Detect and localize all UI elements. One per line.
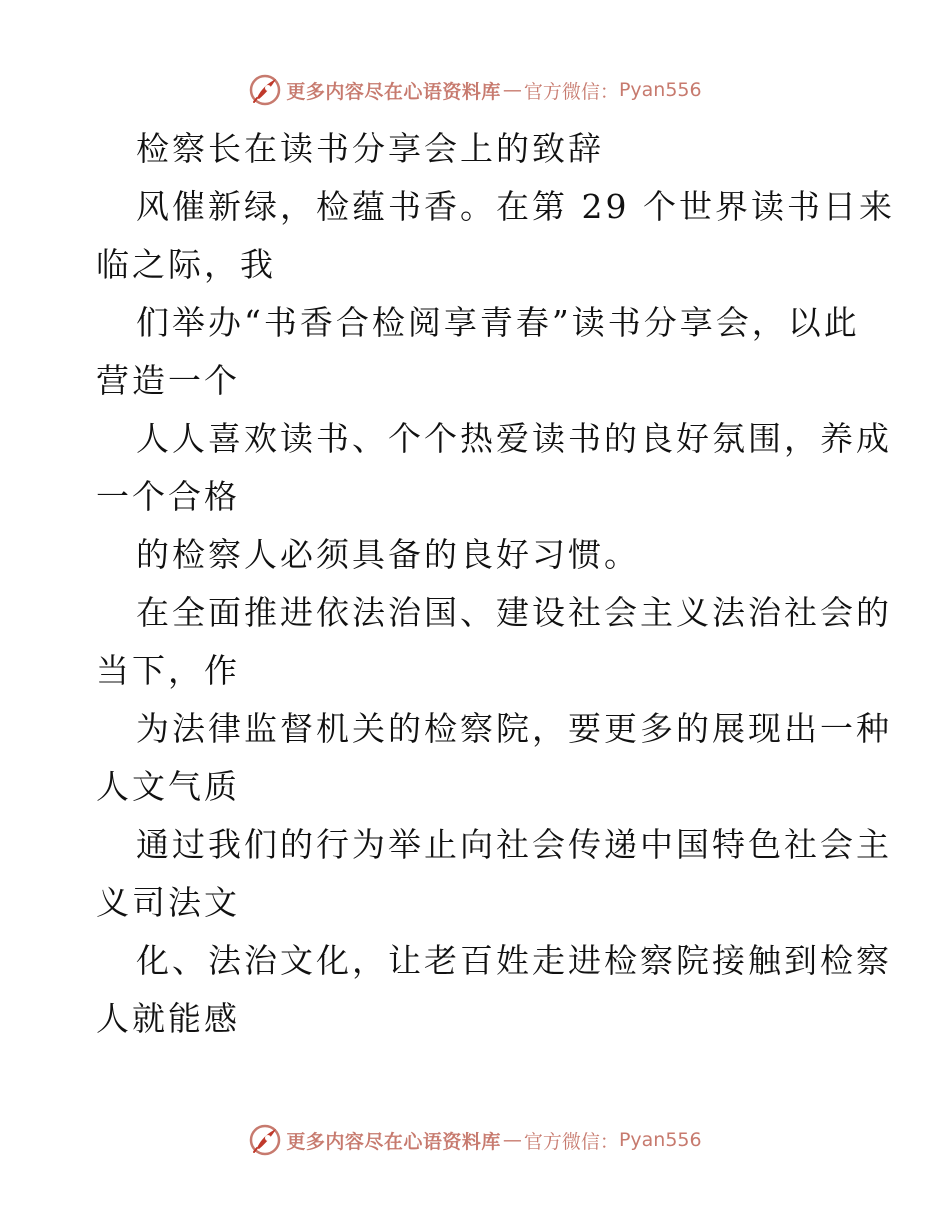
text-line: 当下，作 bbox=[96, 651, 240, 690]
footer-banner bbox=[0, 1122, 950, 1158]
text-line: 为法律监督机关的检察院，要更多的展现出一种 bbox=[136, 709, 892, 748]
text-line: 营造一个 bbox=[96, 361, 240, 400]
text-line: 人文气质 bbox=[96, 767, 240, 806]
header-wechat-label: 官方微信： bbox=[523, 80, 619, 103]
header-separator: — bbox=[502, 79, 522, 101]
text-line: 一个合格 bbox=[96, 477, 240, 516]
text-line: 人就能感 bbox=[96, 999, 240, 1038]
header-brand-text: 更多内容尽在心语资料库 bbox=[286, 80, 501, 103]
quill-pen-logo-icon bbox=[248, 73, 282, 107]
footer-wechat-label: 官方微信： bbox=[523, 1130, 619, 1153]
header-wechat-handle: Pyan556 bbox=[618, 79, 702, 101]
header-banner bbox=[0, 72, 950, 108]
text-line: 的检察人必须具备的良好习惯。 bbox=[136, 535, 640, 574]
text-line: 们举办“书香合检阅享青春”读书分享会，以此 bbox=[136, 303, 860, 342]
footer-brand-text: 更多内容尽在心语资料库 bbox=[286, 1130, 501, 1153]
text-line: 义司法文 bbox=[96, 883, 240, 922]
quill-pen-logo-icon bbox=[248, 1123, 282, 1157]
footer-separator: — bbox=[502, 1129, 522, 1151]
document-body bbox=[96, 120, 895, 1048]
text-line: 临之际，我 bbox=[96, 245, 276, 284]
text-line: 化、法治文化，让老百姓走进检察院接触到检察 bbox=[136, 941, 892, 980]
text-line: 人人喜欢读书、个个热爱读书的良好氛围，养成 bbox=[136, 419, 892, 458]
text-line: 通过我们的行为举止向社会传递中国特色社会主 bbox=[136, 825, 892, 864]
text-line: 在全面推进依法治国、建设社会主义法治社会的 bbox=[136, 593, 892, 632]
footer-wechat-handle: Pyan556 bbox=[618, 1129, 702, 1151]
text-line: 风催新绿，检蕴书香。在第 29 个世界读书日来 bbox=[136, 187, 895, 226]
document-title: 检察长在读书分享会上的致辞 bbox=[136, 129, 604, 168]
